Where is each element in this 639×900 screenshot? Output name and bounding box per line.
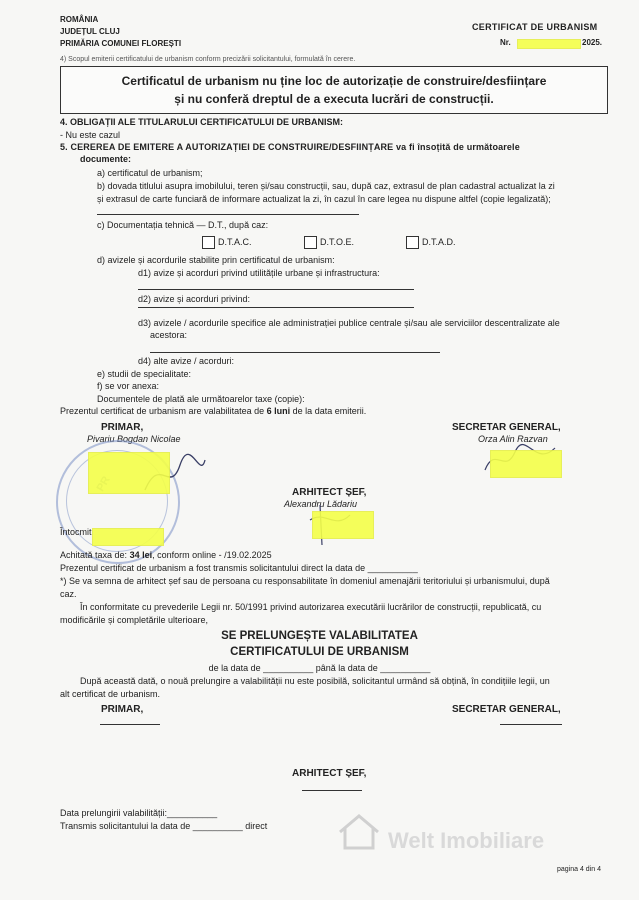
secretary-title: SECRETAR GENERAL,: [452, 422, 561, 433]
doc-item-d3-line2: acestora:: [150, 330, 188, 340]
dtac-checkbox[interactable]: [202, 236, 215, 249]
fee-pre: Achitată taxa de:: [60, 550, 128, 560]
mayor-title: PRIMAR,: [101, 422, 144, 433]
blank-line: [97, 214, 359, 215]
section-4-value: - Nu este cazul: [60, 130, 121, 140]
mayor-signature-line: [100, 724, 160, 725]
blank-line: [138, 307, 414, 308]
fee-amount: 34 lei: [129, 550, 153, 560]
header-institution: PRIMĂRIA COMUNEI FLOREȘTI: [60, 39, 182, 48]
redacted-number: [517, 39, 581, 49]
dtac-label: D.T.A.C.: [218, 237, 252, 247]
redacted-secretary-signature: [490, 450, 562, 478]
validity-months: 6: [266, 406, 272, 416]
prepared-by-label: Întocmit: [60, 527, 92, 537]
doc-item-g: Documentele de plată ale următoarelor taxe (copie):: [97, 394, 305, 404]
mayor-name: Pivariu Bogdan Nicolae: [87, 434, 181, 444]
doc-item-b-line2: și extrasul de carte funciară de informare actualizat la zi, în cazul în care legea nu dispune altfel (copie legalizată);: [97, 194, 551, 204]
document-title: CERTIFICAT DE URBANISM: [472, 22, 598, 32]
notice-line-1: Certificatul de urbanism nu ține loc de autorizație de construire/desființare: [121, 74, 547, 88]
footnote-line1: *) Se va semna de arhitect șef sau de persoana cu responsabilitate în domeniul amenajării teritoriului și urbanismului, după: [60, 576, 550, 586]
watermark-house-icon: [337, 812, 381, 850]
dtoe-label: D.T.O.E.: [320, 237, 355, 247]
watermark-text: Welt Imobiliare: [388, 828, 545, 853]
page-number: pagina 4 din 4: [557, 866, 601, 873]
dtoe-checkbox[interactable]: [304, 236, 317, 249]
extension-title-2: CERTIFICATULUI DE URBANISM: [230, 646, 409, 658]
fee-line: [60, 550, 272, 560]
architect-signature-line: [302, 790, 362, 791]
notice-box: [60, 66, 608, 114]
extension-secretary-title: SECRETAR GENERAL,: [452, 704, 561, 715]
doc-item-d2: d2) avize și acorduri privind:: [138, 294, 251, 304]
dtad-checkbox[interactable]: [406, 236, 419, 249]
extension-title-1: SE PRELUNGEȘTE VALABILITATEA: [221, 630, 418, 642]
extension-text-1: După această dată, o nouă prelungire a valabilității nu este posibilă, solicitantul urmând să obțină, în condițiile legii, un: [80, 676, 550, 686]
doc-item-a: a) certificatul de urbanism;: [97, 168, 203, 178]
extension-transmitted: Transmis solicitantului la data de __________ direct: [60, 821, 268, 831]
doc-number-label: Nr.: [500, 38, 511, 47]
doc-item-d1: d1) avize și acorduri privind utilitățile urbane și infrastructura:: [138, 268, 380, 278]
header-country: ROMÂNIA: [60, 15, 99, 24]
section-5-title-cont: documente:: [80, 154, 132, 164]
architect-title: ARHITECT ȘEF,: [292, 487, 367, 498]
redacted-preparer: [92, 528, 164, 546]
header-county: JUDEȚUL CLUJ: [60, 27, 120, 36]
extension-date-field: Data prelungirii valabilității:__________: [60, 808, 218, 818]
blank-line: [150, 352, 440, 353]
footnote-line2: caz.: [60, 589, 77, 599]
doc-item-d4: d4) alte avize / acorduri:: [138, 356, 235, 366]
extension-dates: de la data de __________ până la data de __________: [208, 663, 431, 673]
redacted-mayor-signature: [88, 452, 170, 494]
extension-mayor-title: PRIMAR,: [101, 704, 144, 715]
transmitted-line: Prezentul certificat de urbanism a fost transmis solicitantului direct la data de __________: [60, 563, 418, 573]
dtad-label: D.T.A.D.: [422, 237, 456, 247]
validity-post: de la data emiterii.: [292, 406, 367, 416]
section-4-title: 4. OBLIGAȚII ALE TITULARULUI CERTIFICATULUI DE URBANISM:: [60, 117, 343, 127]
notice-line-2: și nu conferă dreptul de a executa lucrări de construcții.: [174, 92, 494, 106]
redacted-architect-signature: [312, 511, 374, 539]
section-5-title: 5. CEREREA DE EMITERE A AUTORIZAȚIEI DE CONSTRUIRE/DESFIINȚARE va fi însoțită de următoarele: [60, 142, 520, 152]
secretary-signature-line: [500, 724, 562, 725]
fee-post: , conform online - /19.02.2025: [152, 550, 272, 560]
doc-item-d3-line1: d3) avizele / acordurile specifice ale administrației publice centrale și/sau ale serviciilor descentralizate ale: [138, 318, 560, 328]
doc-item-b-line1: b) dovada titlului asupra imobilului, teren și/sau construcții, sau, după caz, extrasul de plan cadastral actualizat la zi: [97, 181, 555, 191]
secretary-name: Orza Alin Razvan: [478, 434, 548, 444]
architect-name: Alexandru Lădariu: [284, 499, 358, 509]
doc-item-d: d) avizele și acordurile stabilite prin certificatul de urbanism:: [97, 255, 335, 265]
law-line1: În conformitate cu prevederile Legii nr. 50/1991 privind autorizarea executării lucrărilor de construcții, republicată, cu: [80, 602, 542, 612]
validity-unit: luni: [274, 406, 291, 416]
law-line2: modificările și completările ulterioare,: [60, 615, 209, 625]
validity-statement: [60, 406, 366, 416]
validity-pre: Prezentul certificat de urbanism are valabilitatea de: [60, 406, 265, 416]
doc-item-f: f) se vor anexa:: [97, 381, 160, 391]
extension-text-2: alt certificat de urbanism.: [60, 689, 161, 699]
doc-item-e: e) studii de specialitate:: [97, 369, 192, 379]
extension-architect-title: ARHITECT ȘEF,: [292, 768, 367, 779]
doc-item-c: c) Documentația tehnică — D.T., după caz:: [97, 220, 269, 230]
doc-number-year: 2025.: [582, 38, 603, 47]
blank-line: [138, 289, 414, 290]
purpose-note: 4) Scopul emiterii certificatului de urbanism conform precizării solicitantului, formulată în cerere.: [60, 56, 356, 63]
